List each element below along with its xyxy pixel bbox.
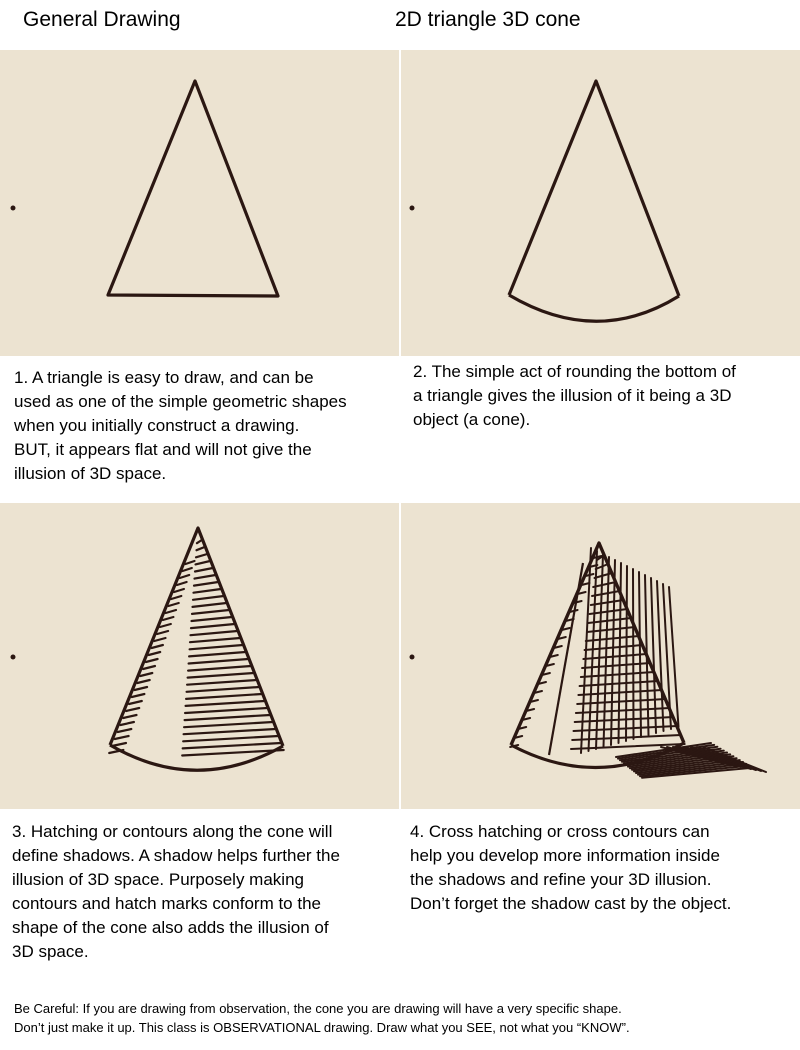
cross-hatch-stroke: [626, 566, 627, 741]
panel-cross-hatched-cone: [401, 503, 800, 809]
footer-note: [14, 1000, 630, 1037]
footer-note-line: Be Careful: If you are drawing from observation, the cone you are drawing will have a very specific shape.: [14, 1001, 622, 1016]
caption-step2: [413, 360, 736, 432]
caption-line: a triangle gives the illusion of it being a 3D: [413, 386, 732, 405]
caption-step3: [12, 820, 340, 964]
triangle-drawing-icon: [0, 50, 399, 356]
caption-line: Don’t forget the shadow cast by the object.: [410, 894, 732, 913]
caption-line: 2. The simple act of rounding the bottom of: [413, 362, 736, 381]
panel-triangle: [0, 50, 399, 356]
panel-hatched-cone: [0, 503, 399, 809]
caption-line: help you develop more information inside: [410, 846, 720, 865]
hatched-cone-drawing-icon: [0, 503, 399, 809]
caption-line: illusion of 3D space. Purposely making: [12, 870, 304, 889]
footer-note-line: Don’t just make it up. This class is OBSERVATIONAL drawing. Draw what you SEE, not what you “KNOW”.: [14, 1019, 630, 1035]
caption-line: object (a cone).: [413, 410, 531, 429]
cone-outline-drawing-icon: [401, 50, 800, 356]
caption-line: the shadows and refine your 3D illusion.: [410, 870, 712, 889]
caption-line: contours and hatch marks conform to the: [12, 894, 321, 913]
panel-cone: [401, 50, 800, 356]
caption-line: 3. Hatching or contours along the cone will: [12, 822, 333, 841]
cross-hatched-cone-drawing-icon: [401, 503, 800, 809]
caption-line: when you initially construct a drawing.: [14, 416, 300, 435]
caption-line: used as one of the simple geometric shapes: [14, 392, 347, 411]
header-left: General Drawing: [23, 8, 181, 31]
header-right: 2D triangle 3D cone: [395, 8, 581, 31]
caption-line: 4. Cross hatching or cross contours can: [410, 822, 710, 841]
caption-line: illusion of 3D space.: [14, 464, 167, 483]
caption-line: define shadows. A shadow helps further the: [12, 846, 340, 865]
caption-line: BUT, it appears flat and will not give the: [14, 440, 312, 459]
caption-line: 3D space.: [12, 942, 89, 961]
caption-line: 1. A triangle is easy to draw, and can be: [14, 368, 314, 387]
caption-line: shape of the cone also adds the illusion of: [12, 918, 329, 937]
caption-step4: [410, 820, 731, 916]
cross-hatch-stroke: [633, 569, 634, 739]
caption-step1: [14, 366, 347, 486]
